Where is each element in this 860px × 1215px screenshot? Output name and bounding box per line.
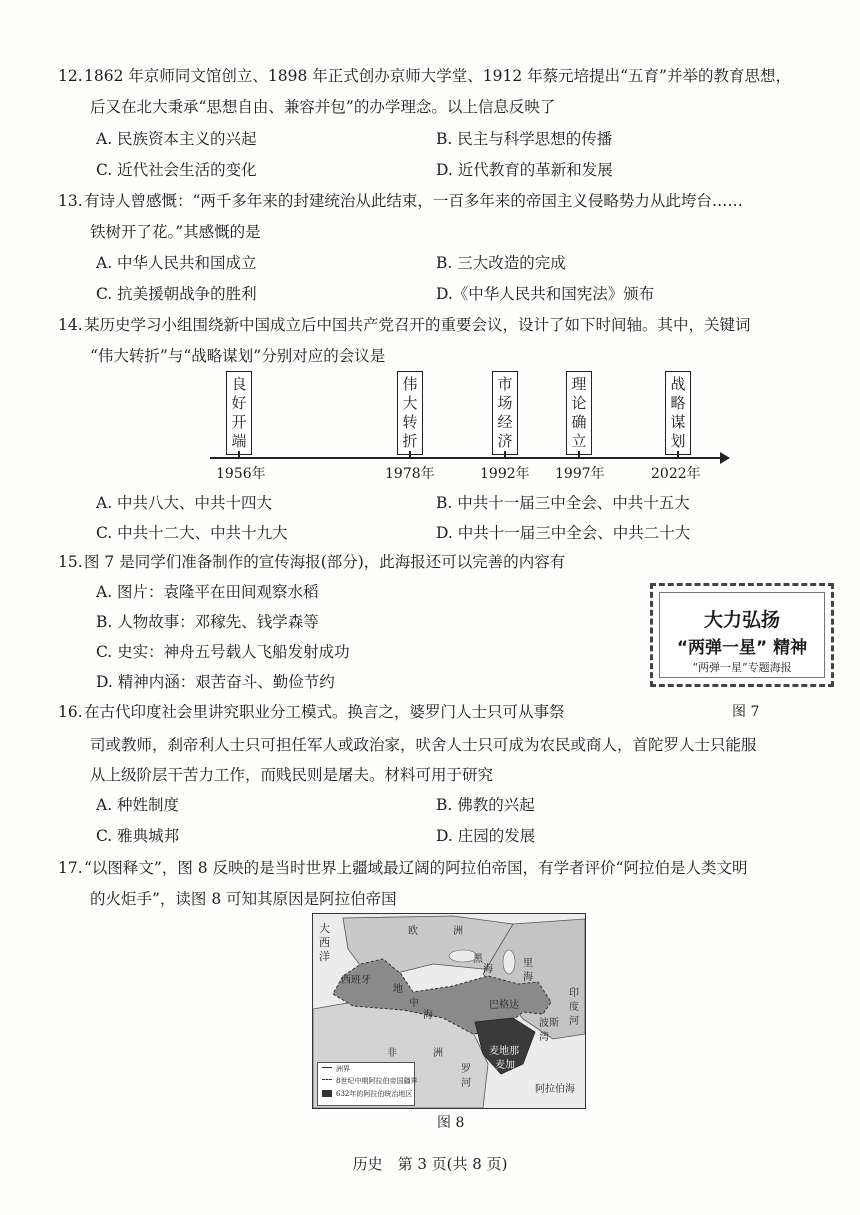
q15-option-c[interactable]: C. 史实：神舟五号载人飞船发射成功 bbox=[96, 643, 350, 661]
q13-stem-line1: 13.有诗人曾感慨：“两千多年来的封建统治从此结束，一百多年来的帝国主义侵略势力从此垮台…… bbox=[58, 192, 743, 210]
map-label: 西 bbox=[319, 936, 330, 949]
q13-stem-line2: 铁树开了花。”其感慨的是 bbox=[90, 223, 261, 241]
poster-caption: “两弹一星”专题海报 bbox=[692, 661, 792, 674]
legend-line-solid bbox=[322, 1067, 332, 1068]
q12-option-c[interactable]: C. 近代社会生活的变化 bbox=[96, 161, 257, 179]
propaganda-poster bbox=[650, 583, 834, 687]
map-label: 洋 bbox=[319, 950, 330, 963]
timeline-label-1: 良好开端 bbox=[226, 371, 252, 455]
map-label: 巴格达 bbox=[489, 1000, 519, 1011]
q14-option-d[interactable]: D. 中共十一届三中全会、中共二十大 bbox=[436, 524, 691, 542]
q16-stem-line3: 从上级阶层干苦力工作，而贱民则是屠夫。材料可用于研究 bbox=[90, 766, 494, 784]
poster-inner-frame bbox=[659, 592, 825, 678]
timeline-tick bbox=[409, 451, 411, 458]
map-label: 洲 bbox=[453, 926, 463, 937]
q13-option-b[interactable]: B. 三大改造的完成 bbox=[436, 254, 566, 272]
q12-option-a[interactable]: A. 民族资本主义的兴起 bbox=[96, 130, 257, 148]
map-label: 阿拉伯海 bbox=[535, 1084, 575, 1095]
q16-stem-line1: 16.在古代印度社会里讲究职业分工模式。换言之，婆罗门人士只可从事祭 bbox=[58, 703, 565, 721]
map-label: 海 bbox=[483, 964, 493, 975]
legend-item: 洲界 bbox=[336, 1065, 350, 1073]
q17-stem-line2: 的火炬手”，读图 8 可知其原因是阿拉伯帝国 bbox=[90, 890, 397, 908]
timeline-year-5: 2022年 bbox=[651, 466, 701, 482]
timeline-tick bbox=[238, 451, 240, 458]
q12-stem-line2: 后又在北大秉承“思想自由、兼容并包”的办学理念。以上信息反映了 bbox=[90, 98, 556, 116]
map-label: 西班牙 bbox=[341, 975, 371, 986]
q16-stem-line2: 司或教师，刹帝利人士只可担任军人或政治家，吠舍人士只可成为农民或商人，首陀罗人士只能服 bbox=[90, 736, 757, 754]
map-label: 大 bbox=[319, 922, 330, 935]
q16-option-b[interactable]: B. 佛教的兴起 bbox=[436, 796, 535, 814]
map-label: 中 bbox=[409, 998, 419, 1009]
timeline-label-4: 理论确立 bbox=[566, 371, 592, 455]
map-label: 黑 bbox=[473, 954, 483, 965]
q13-option-c[interactable]: C. 抗美援朝战争的胜利 bbox=[96, 285, 257, 303]
timeline-arrow-icon bbox=[720, 452, 730, 464]
timeline-tick bbox=[677, 451, 679, 458]
map-label: 海 bbox=[523, 972, 533, 983]
map-label: 河 bbox=[461, 1078, 471, 1089]
map-label: 麦地那 bbox=[489, 1046, 519, 1057]
map-label: 斯 bbox=[549, 1018, 559, 1029]
q16-option-c[interactable]: C. 雅典城邦 bbox=[96, 827, 180, 845]
map-label: 地 bbox=[393, 984, 403, 995]
map-label: 洲 bbox=[433, 1048, 443, 1059]
map-label: 里 bbox=[523, 958, 533, 969]
q12-option-b[interactable]: B. 民主与科学思想的传播 bbox=[436, 130, 613, 148]
map-label: 波 bbox=[539, 1018, 549, 1029]
q17-stem-line1: 17.“以图释文”，图 8 反映的是当时世界上疆域最辽阔的阿拉伯帝国，有学者评价“阿拉伯是人类文明 bbox=[58, 859, 748, 877]
map-label: 罗 bbox=[461, 1064, 471, 1075]
page-footer: 历史 第 3 页(共 8 页) bbox=[352, 1155, 508, 1173]
figure-7-caption: 图 7 bbox=[732, 704, 760, 720]
map-label: 麦加 bbox=[495, 1060, 515, 1071]
q14-stem-line2: “伟大转折”与“战略谋划”分别对应的会议是 bbox=[90, 347, 386, 365]
q16-option-d[interactable]: D. 庄园的发展 bbox=[436, 827, 536, 845]
q13-option-d[interactable]: D.《中华人民共和国宪法》颁布 bbox=[436, 285, 655, 303]
legend-line-dashed bbox=[322, 1079, 332, 1080]
poster-title: 大力弘扬 bbox=[703, 609, 780, 631]
timeline-label-5: 战略谋划 bbox=[665, 371, 691, 455]
timeline-year-2: 1978年 bbox=[385, 466, 435, 482]
q14-option-c[interactable]: C. 中共十二大、中共十九大 bbox=[96, 524, 288, 542]
poster-subtitle: “两弹一星” 精神 bbox=[676, 638, 808, 658]
map-label: 印 bbox=[569, 988, 579, 999]
q15-option-d[interactable]: D. 精神内涵：艰苦奋斗、勤俭节约 bbox=[96, 673, 335, 691]
timeline-tick bbox=[578, 451, 580, 458]
timeline-axis bbox=[210, 457, 722, 459]
timeline-year-4: 1997年 bbox=[555, 466, 605, 482]
map-label: 欧 bbox=[408, 926, 418, 937]
q12-stem-line1: 12.1862 年京师同文馆创立、1898 年正式创办京师大学堂、1912 年蔡元培提出“五育”并举的教育思想， bbox=[58, 67, 791, 85]
timeline-label-2: 伟大转折 bbox=[397, 371, 423, 455]
figure-8-caption: 图 8 bbox=[437, 1115, 465, 1131]
q14-option-b[interactable]: B. 中共十一届三中全会、中共十五大 bbox=[436, 494, 690, 512]
q15-option-b[interactable]: B. 人物故事：邓稼先、钱学森等 bbox=[96, 613, 319, 631]
q15-stem: 15.图 7 是同学们准备制作的宣传海报(部分)，此海报还可以完善的内容有 bbox=[58, 553, 566, 571]
map-label: 海 bbox=[423, 1010, 433, 1021]
q14-stem-line1: 14.某历史学习小组围绕新中国成立后中国共产党召开的重要会议，设计了如下时间轴。其中，关键词 bbox=[58, 316, 751, 334]
arab-empire-map bbox=[312, 913, 586, 1109]
q14-option-a[interactable]: A. 中共八大、中共十四大 bbox=[96, 494, 273, 512]
timeline-tick bbox=[504, 451, 506, 458]
timeline-label-3: 市场经济 bbox=[492, 371, 518, 455]
q12-option-d[interactable]: D. 近代教育的革新和发展 bbox=[436, 161, 613, 179]
map-label: 湾 bbox=[539, 1032, 549, 1043]
q15-option-a[interactable]: A. 图片：袁隆平在田间观察水稻 bbox=[96, 583, 319, 601]
legend-item: 632年的阿拉伯统治地区 bbox=[336, 1090, 413, 1098]
timeline-year-1: 1956年 bbox=[216, 466, 266, 482]
q13-option-a[interactable]: A. 中华人民共和国成立 bbox=[96, 254, 257, 272]
map-legend bbox=[317, 1062, 418, 1106]
map-label: 度 bbox=[569, 1002, 579, 1013]
timeline-year-3: 1992年 bbox=[480, 466, 530, 482]
map-label: 非 bbox=[387, 1048, 397, 1059]
q16-option-a[interactable]: A. 种姓制度 bbox=[96, 796, 180, 814]
legend-item: 8世纪中期阿拉伯帝国疆界 bbox=[336, 1077, 418, 1085]
legend-swatch bbox=[322, 1090, 332, 1097]
map-label: 河 bbox=[569, 1016, 579, 1027]
